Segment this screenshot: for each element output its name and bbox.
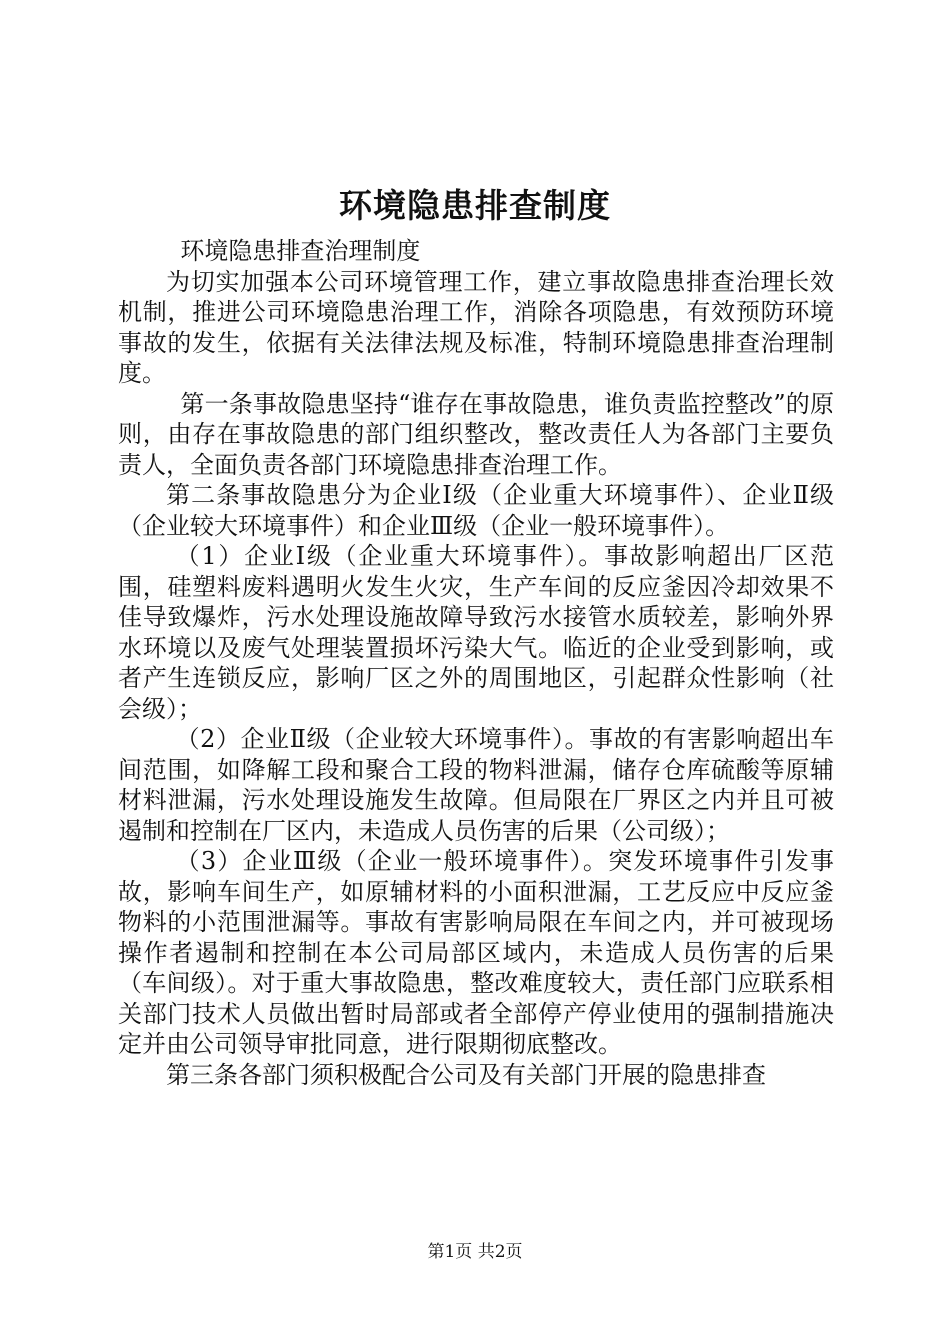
paragraph-level-3: （3）企业Ⅲ级（企业一般环境事件）。突发环境事件引发事故，影响车间生产，如原辅材料的小面积泄漏，工艺反应中反应釜物料的小范围泄漏等。事故有害影响局限在车间之内，并可被现场操作者遏制和控制在本公司局部区域内，未造成人员伤害的后果（车间级）。对于重大事故隐患，整改难度较大，责任部门应联系相关部门技术人员做出暂时局部或者全部停产停业使用的强制措施决定并由公司领导审批同意，进行限期彻底整改。 — [118, 847, 834, 1058]
document-title: 环境隐患排查制度 — [339, 186, 611, 225]
paragraph-level-2: （2）企业Ⅱ级（企业较大环境事件）。事故的有害影响超出车间范围，如降解工段和聚合工段的物料泄漏，储存仓库硫酸等原辅材料泄漏，污水处理设施发生故障。但局限在厂界区之内并且可被遏制和控制在厂区内，未造成人员伤害的后果（公司级）； — [118, 725, 834, 845]
document-subtitle: 环境隐患排查治理制度 — [180, 237, 421, 265]
paragraph-article-2: 第二条事故隐患分为企业Ⅰ级（企业重大环境事件）、企业Ⅱ级（企业较大环境事件）和企业Ⅲ级（企业一般环境事件）。 — [118, 481, 834, 540]
page-number: 第1页 共2页 — [427, 1242, 523, 1262]
paragraph-level-1: （1）企业Ⅰ级（企业重大环境事件）。事故影响超出厂区范围，硅塑料废料遇明火发生火灾，生产车间的反应釜因冷却效果不佳导致爆炸，污水处理设施故障导致污水接管水质较差，影响外界水环境以及废气处理装置损坏污染大气。临近的企业受到影响，或者产生连锁反应，影响厂区之外的周围地区，引起群众性影响（社会级）； — [118, 542, 834, 723]
paragraph-article-3: 第三条各部门须积极配合公司及有关部门开展的隐患排查 — [166, 1060, 766, 1089]
paragraph-intro: 为切实加强本公司环境管理工作，建立事故隐患排查治理长效机制，推进公司环境隐患治理工作，消除各项隐患，有效预防环境事故的发生，依据有关法律法规及标准，特制环境隐患排查治理制度。 — [118, 267, 834, 387]
paragraph-article-1: 第一条事故隐患坚持“谁存在事故隐患，谁负责监控整改”的原则，由存在事故隐患的部门组织整改，整改责任人为各部门主要负责人，全面负责各部门环境隐患排查治理工作。 — [118, 389, 834, 479]
document-body — [118, 236, 834, 1090]
